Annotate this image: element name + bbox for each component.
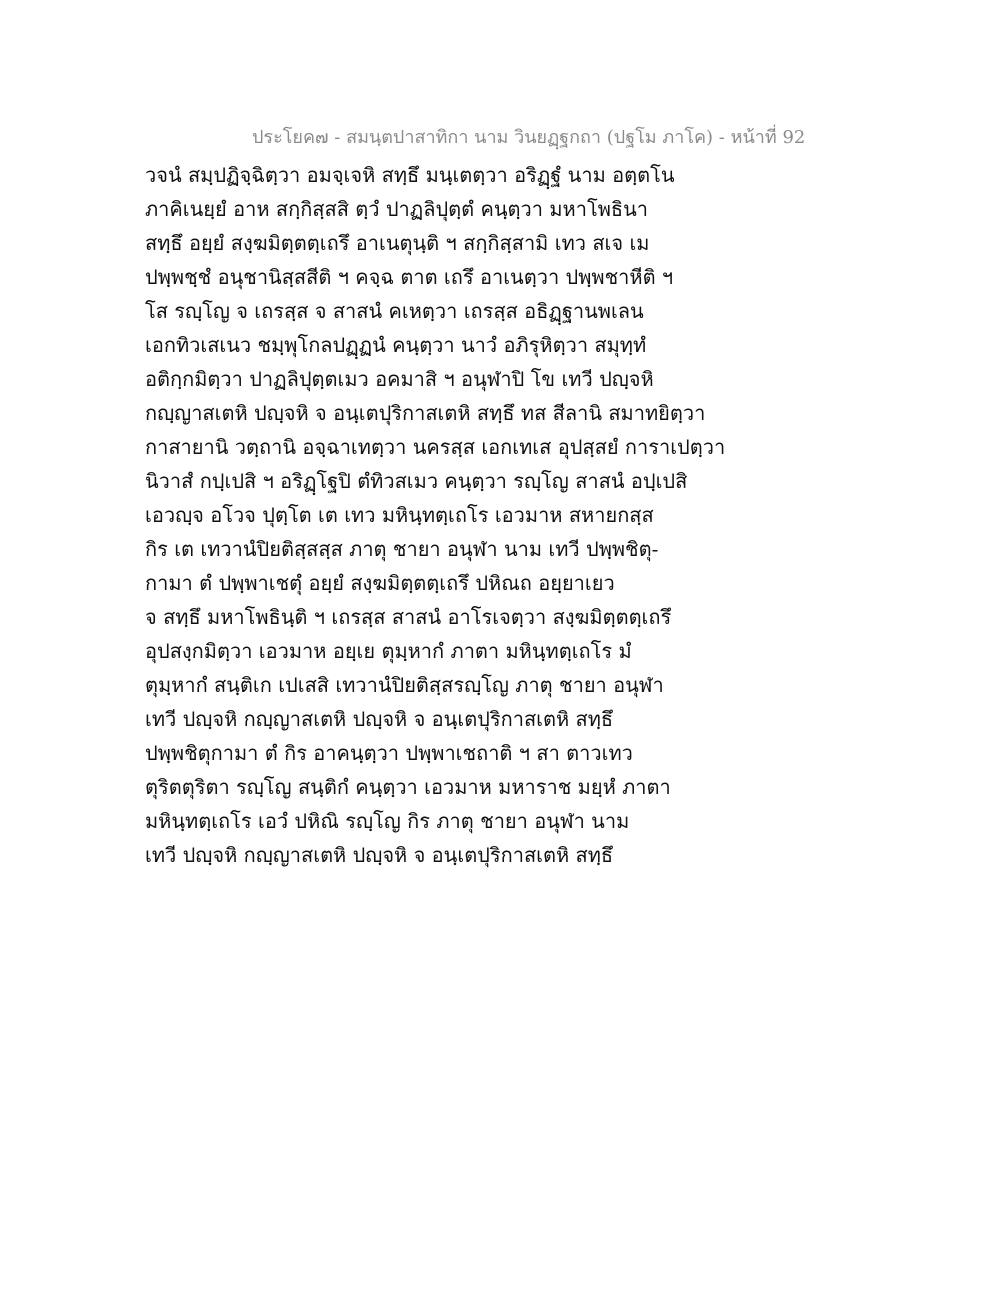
text-line: กญฺญาสเตหิ ปญฺจหิ จ อนฺเตปุริกาสเตหิ สทฺธึ ทส สีลานิ สมาทยิตฺวา — [145, 401, 706, 425]
text-line: เอวญฺจ อโวจ ปุตฺโต เต เทว มหินฺทตฺเถโร เอวมาห สหายกสฺส — [145, 503, 654, 527]
text-line: กามา ตํ ปพฺพาเชตุํ อยฺยํ สงฺฆมิตฺตตฺเถรึ ปหิณถ อยฺยาเยว — [145, 571, 615, 595]
text-line: วจนํ สมฺปฏิจฺฉิตฺวา อมจฺเจหิ สทฺธึ มนฺเตตฺวา อริฏฺฐํ นาม อตฺตโน — [145, 163, 675, 187]
text-line: กิร เต เทวานํปิยติสฺสสฺส ภาตุ ชายา อนุฬา นาม เทวี ปพฺพชิตุ- — [145, 537, 659, 561]
text-line: เทวี ปญฺจหิ กญฺญาสเตหิ ปญฺจหิ จ อนฺเตปุริกาสเตหิ สทฺธึ — [145, 843, 614, 867]
text-line: จ สทฺธึ มหาโพธินฺติ ฯ เถรสฺส สาสนํ อาโรเจตฺวา สงฺฆมิตฺตตฺเถรึ — [145, 605, 672, 629]
text-line: ปพฺพชิตุกามา ตํ กิร อาคนฺตฺวา ปพฺพาเชถาติ ฯ สา ตาวเทว — [145, 741, 633, 765]
text-line: อติกฺกมิตฺวา ปาฏลิปุตฺตเมว อคมาสิ ฯ อนุฬาปิ โข เทวี ปญฺจหิ — [145, 367, 654, 391]
text-line: นิวาสํ กปฺเปสิ ฯ อริฏฺโฐปิ ตํทิวสเมว คนฺตฺวา รญฺโญ สาสนํ อปฺเปสิ — [145, 469, 688, 493]
text-line: เอกทิวเสเนว ชมฺพุโกลปฏฺฏนํ คนฺตฺวา นาวํ อภิรุหิตฺวา สมุทฺทํ — [145, 333, 647, 357]
body-text — [145, 158, 865, 872]
text-line: ปพฺพชฺชํ อนุชานิสฺสสีติ ฯ คจฺฉ ตาต เถรึ อาเนตฺวา ปพฺพชาหีติ ฯ — [145, 265, 674, 289]
text-line: โส รญฺโญ จ เถรสฺส จ สาสนํ คเหตฺวา เถรสฺส อธิฏฺฐานพเลน — [145, 299, 644, 323]
page-header: ประโยค๗ - สมนฺตปาสาทิกา นาม วินยฏฺฐกถา (ปฐโม ภาโค) - หน้าที่ 92 — [252, 127, 806, 148]
text-line: กาสายานิ วตฺถานิ อจฺฉาเทตฺวา นครสฺส เอกเทเส อุปสฺสยํ การาเปตฺวา — [145, 435, 726, 459]
text-line: ตุริตตุริตา รญฺโญ สนฺติกํ คนฺตฺวา เอวมาห มหาราช มยฺหํ ภาตา — [145, 775, 671, 799]
text-line: อุปสงฺกมิตฺวา เอวมาห อยฺเย ตุมฺหากํ ภาตา มหินฺทตฺเถโร มํ — [145, 639, 632, 663]
text-line: ภาคิเนยฺยํ อาห สกฺกิสฺสสิ ตฺวํ ปาฏลิปุตฺตํ คนฺตฺวา มหาโพธินา — [145, 197, 648, 221]
text-line: มหินฺทตฺเถโร เอวํ ปหิณิ รญฺโญ กิร ภาตุ ชายา อนุฬา นาม — [145, 809, 630, 833]
text-line: เทวี ปญฺจหิ กญฺญาสเตหิ ปญฺจหิ จ อนฺเตปุริกาสเตหิ สทฺธึ — [145, 707, 614, 731]
text-line: ตุมฺหากํ สนฺติเก เปเสสิ เทวานํปิยติสฺสรญฺโญ ภาตุ ชายา อนุฬา — [145, 673, 664, 697]
text-line: สทฺธึ อยฺยํ สงฺฆมิตฺตตฺเถรึ อาเนตุนฺติ ฯ สกฺกิสฺสามิ เทว สเจ เม — [145, 231, 650, 255]
